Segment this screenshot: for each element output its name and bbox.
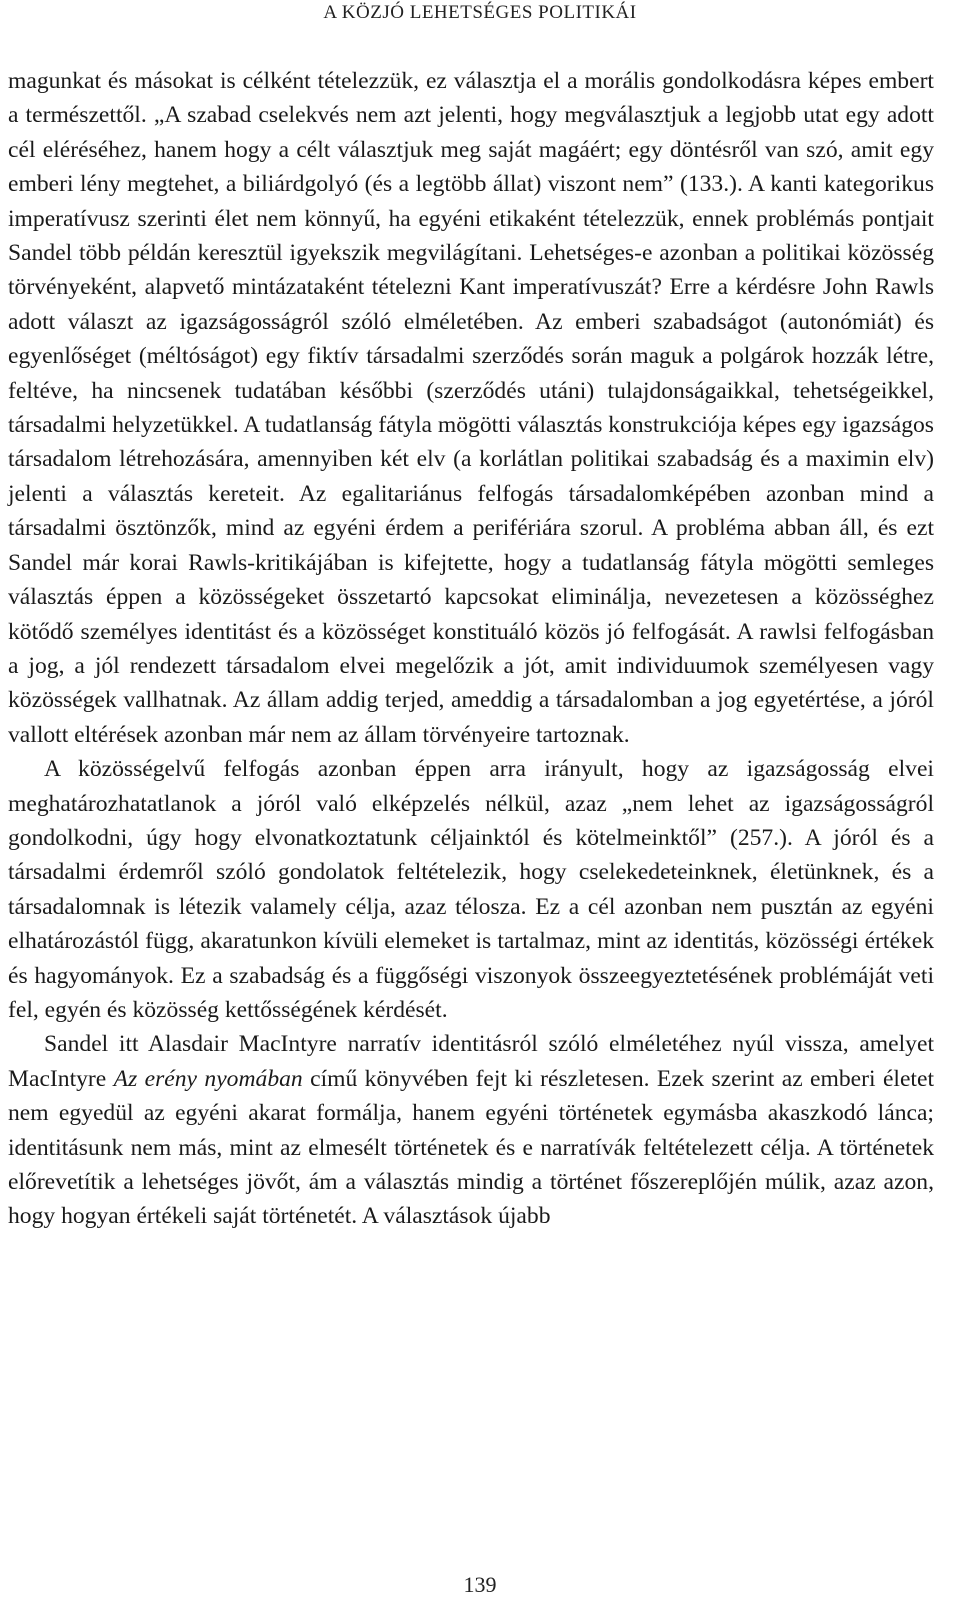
page-number: 139 (463, 1572, 497, 1597)
paragraph-1: magunkat és másokat is célként tételezzük, ez választja el a morális gondolkodásra képes embert a természettől. „A szabad cselekvés nem azt jelenti, hogy megválasztjuk a legjobb utat egy adott cél eléréséhez, hanem hogy a célt választjuk meg saját magáért; egy döntésről van szó, amit egy emberi lény megtehet, a biliárdgolyó (és a legtöbb állat) viszont nem” (133.). A kanti kategorikus imperatívusz szerinti élet nem könnyű, ha egyéni etikaként tételezzük, ennek problémás pontjait Sandel több példán keresztül igyekszik megvilágítani. Lehetséges-e azonban a politikai közösség törvényeként, alapvető mintázataként tételezni Kant imperatívuszát? Erre a kérdésre John Rawls adott választ az igazságosságról szóló elméletében. Az emberi szabadságot (autonómiát) és egyenlőséget (méltóságot) egy fiktív társadalmi szerződés során maguk a polgárok hozzák létre, feltéve, ha nincsenek tudatában későbbi (szerződés utáni) tulajdonságaikkal, tehetségeikkel, társadalmi helyzetükkel. A tudatlanság fátyla mögötti választás konstrukciója képes egy igazságos társadalom létrehozására, amennyiben két elv (a korlátlan politikai szabadság és a maximin elv) jelenti a választás kereteit. Az egalitariánus felfogás társadalomképében azonban mind a társadalmi ösztönzők, mind az egyéni érdem a perifériára szorul. A probléma abban áll, és ezt Sandel már korai Rawls-kritikájában is kifejtette, hogy a tudatlanság fátyla mögötti semleges választás éppen a közösségeket összetartó kapcsokat eliminálja, nevezetesen a közösséghez kötődő személyes identitást és a közösséget konstituáló közös jó felfogását. A rawlsi felfogásban a jog, a jól rendezett társadalom elvei megelőzik a jót, amit individuumok személyesen vagy közösségek vallhatnak. Az állam addig terjed, ameddig a társadalomban a jog egyetértése, a jóról vallott eltérések azonban már nem az állam törvényeire tartoznak. (8, 68, 934, 748)
paragraph-3-text-after: című könyvében fejt ki részletesen. Ezek szerint az emberi életet nem egyedül az egyéni akarat formálja, hanem egyéni történetek egymásba akaszkodó lánca; identitásunk nem más, mint az elmesélt történetek és e narratívák feltételezett célja. A történetek előrevetítik a lehetséges jövőt, ám a választás mindig a történet főszereplőjén múlik, azaz azon, hogy hogyan értékeli saját történetét. A választások újabb (8, 1065, 935, 1230)
body-text (8, 64, 934, 1234)
running-head: A KÖZJÓ LEHETSÉGES POLITIKÁI (323, 2, 637, 23)
paragraph-3-text-before: Sandel itt Alasdair MacIntyre narratív identitásról szóló elméletéhez nyúl vissza, amelyet MacIntyre (8, 1031, 934, 1092)
paragraph-2: A közösségelvű felfogás azonban éppen arra irányult, hogy az igazságosság elvei meghatározhatatlanok a jóról való elképzelés nélkül, azaz „nem lehet az igazságosságról gondolkodni, úgy hogy elvonatkoztatunk céljainktól és kötelmeinktől” (257.). A jóról és a társadalmi érdemről szóló gondolatok feltételezik, hogy cselekedeteinknek, életünknek, és a társadalomnak is létezik valamely célja, azaz télosza. Ez a cél azonban nem pusztán az egyéni elhatározástól függ, akaratunkon kívüli elemeket is tartalmaz, mint az identitás, közösségi értékek és hagyományok. Ez a szabadság és a függőségi viszonyok összeegyeztetésének problémáját veti fel, egyén és közösség kettősségének kérdését. (8, 756, 934, 1023)
paragraph-3 (8, 1027, 934, 1233)
book-title: Az erény nyomában (113, 1065, 303, 1092)
